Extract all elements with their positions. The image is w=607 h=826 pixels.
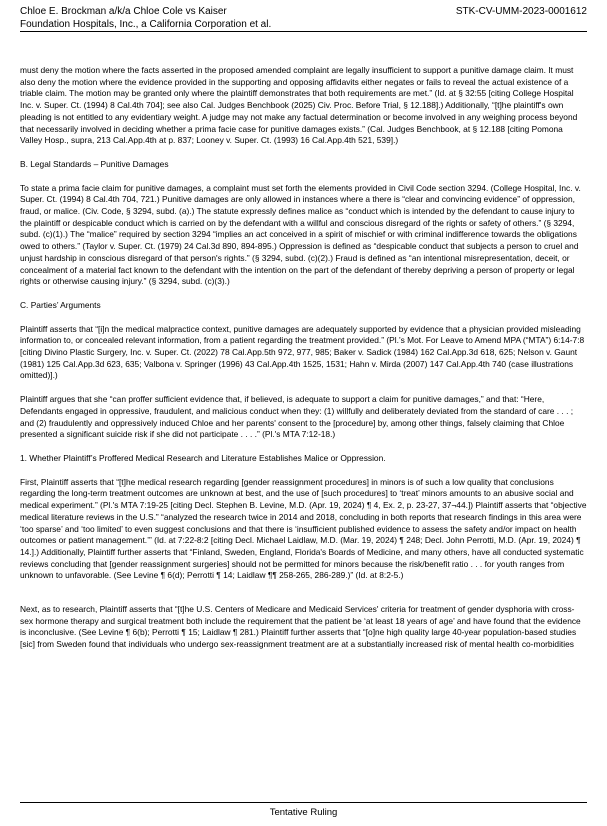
- case-number: STK-CV-UMM-2023-0001612: [455, 6, 587, 17]
- paragraph-plaintiff-argument: Plaintiff argues that she “can proffer sufficient evidence that, if believed, is adequate to support a claim for punitive damages,” and that: “Here, Defendants engaged in oppressive, fraudulent, and malicious conduct when they: (1) willfully and deliberately deviated from the standard of care . . . ; and (2) fraudulently and oppressively induced Chloe and her parents' consent to the [procedure] by, among other things, falsely claiming that Chloe presented a significant suicide risk if she did not participate . . . .” (Pl.'s MTA 7:12-18.): [20, 394, 574, 440]
- header-divider: [20, 31, 587, 32]
- section-heading-b: B. Legal Standards – Punitive Damages: [20, 158, 169, 169]
- page-footer: Tentative Ruling: [269, 807, 338, 818]
- case-caption-line1: Chloe E. Brockman a/k/a Chloe Cole vs Kaiser: [20, 6, 227, 17]
- paragraph-cms-criteria: Next, as to research, Plaintiff asserts that “[t]he U.S. Centers of Medicare and Medicaid Services' criteria for treatment of gender dysphoria with cross-sex hormone therapy and surgical treatment both include the requirement that the patient be ‘at least 18 years of age’ and have found that the evidence is inconclusive. (See Levine ¶ 6(b); Perrotti ¶ 15; Laidlaw ¶ 281.) Plaintiff further asserts that “[o]ne high quality large 40-year population-based studies [sic] from Sweden found that individuals who undergo sex-reassignment treatment are at a substantially increased risk of mental health co-morbidities: [20, 604, 581, 650]
- page-header: [20, 6, 587, 32]
- paragraph-legal-standards: To state a prima facie claim for punitive damages, a complaint must set forth the elements provided in Civil Code section 3294. (College Hospital, Inc. v. Super. Ct. (1994) 8 Cal.4th 704, 721.) Punitive damages are only allowed in instances where a there is “clear and convincing evidence” of oppression, fraud, or malice. (Civ. Code, § 3294, subd. (a).) The statute expressly defines malice as “conduct which is intended by the defendant to cause injury to the plaintiff or despicable conduct which is carried on by the defendant with a willful and conscious disregard of the rights or safety of others.” (§ 3294, subd. (c)(1).) The “malice” required by section 3294 “implies an act conceived in a spirit of mischief or with criminal indifference towards the obligations owed to others.” (Taylor v. Super. Ct. (1979) 24 Cal.3d 890, 894-895.) Oppression is defined as “despicable conduct that subjects a person to cruel and unjust hardship in conscious disregard of that person's rights.” (§ 3294, subd. (c)(2).) Fraud is defined as “an intentional misrepresentation, deceit, or concealment of a material fact known to the defendant with the intention on the part of the defendant of thereby depriving a person of property or legal rights or otherwise causing injury.” (§ 3294, subd. (c)(3).): [20, 182, 581, 287]
- paragraph-plaintiff-assertion: Plaintiff asserts that “[i]n the medical malpractice context, punitive damages are adequately supported by evidence that a physician provided misleading information to, or concealed relevant information, from a patient regarding the treatment provided.” (Pl.’s Mot. For Leave to Amend MPA (“MTA”) 6:14-7:8 [citing Divino Plastic Surgery, Inc. v. Super. Ct. (2022) 78 Cal.App.5th 972, 977, 985; Baker v. Sadick (1984) 162 Cal.App.3d 618, 625; Nelson v. Gaunt (1981) 125 Cal.App.3d 623, 635; Valbona v. Springer (1996) 43 Cal.App.4th 1525, 1531; Hahn v. Mirda (2007) 147 Cal.App.4th 740 (case illustrations omitted)].): [20, 323, 585, 381]
- case-caption-line2: Foundation Hospitals, Inc., a California Corporation et al.: [20, 19, 271, 33]
- paragraph-medical-research: First, Plaintiff asserts that “[t]he medical research regarding [gender reassignment procedures] in minors is of such a low quality that conclusions regarding the long-term treatment outcomes are unknown at best, and the use of [such procedures] to ‘treat’ minors amounts to an abusive social and medical experiment.” (Pl.'s MTA 7:19-25 [citing Decl. Stephen B. Levine, M.D. (Apr. 19, 2024) ¶ 4, Ex. 2, p. 23-27, 37¬44.]) Plaintiff asserts that “objective medical literature reviews in the U.S.” “analyzed the research twice in 2014 and 2018, concluding in both reports that research findings in this area were ‘too sparse’ and ‘too limited’ to even suggest conclusions and that there is ‘insufficient published evidence to assess the safety and/or impact on health outcomes or patient management.’” (Id. at 7:22-8:2 [citing Decl. Michael Laidlaw, M.D. (Mar. 19, 2024) ¶ 248; Decl. John Perrotti, M.D. (Apr. 19, 2024) ¶ 14.].) Additionally, Plaintiff further asserts that “Finland, Sweden, England, Florida's Boards of Medicine, and many others, have all conducted systematic reviews concluding that [gender reassignment surgeries] should not be permitted for minors because the risk/benefit ratio . . . for youth ranges from unknown to unfavorable. (See Levine ¶ 6(d); Perrotti ¶ 14; Laidlaw ¶¶ 258-265, 286-289.)” (Id. at 8:2-5.): [20, 476, 587, 581]
- paragraph-standard-of-review: must deny the motion where the facts asserted in the proposed amended complaint are legally insufficient to support a punitive damage claim. It must also deny the motion where the evidence provided in the supporting and opposing affidavits either negates or fails to reveal the actual existence of a triable claim. The motion may be granted only where the plaintiff demonstrates that both requirements are met.” (Id. at § 32:55 [citing College Hospital Inc. v. Super. Ct. (1994) 8 Cal.4th 704]; see also Cal. Judges Benchbook (2025) Civ. Proc. Before Trial, § 12.188].) Additionally, “[t]he plaintiff's own pleading is not entitled to any evidentiary weight. A judge may not make any factual determination or become involved in any weighing process beyond that necessarily involved in deciding whether a prima facie case for punitive damages exists.” (Cal. Judges Benchbook, at § 12.188 [citing Pomona Valley Hosp., supra, 213 Cal.App.4th at p. 837; Looney v. Super. Ct. (1993) 16 Cal.App.4th 521, 539].): [20, 65, 578, 146]
- case-caption: [20, 6, 271, 32]
- section-heading-c: C. Parties’ Arguments: [20, 299, 101, 310]
- document-body: [20, 65, 587, 651]
- footer-divider: [20, 802, 587, 803]
- subsection-heading-c1: 1. Whether Plaintiff’s Proffered Medical Research and Literature Establishes Malice or Oppression.: [20, 452, 386, 463]
